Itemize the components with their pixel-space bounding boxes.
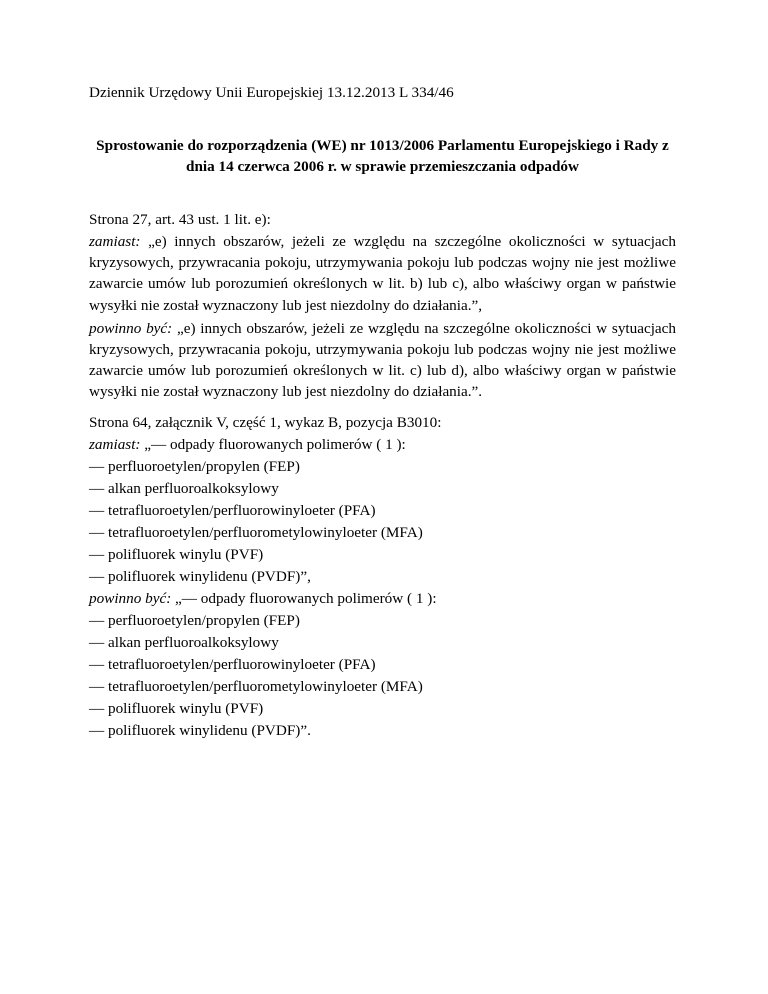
list-item: — polifluorek winylidenu (PVDF)”,	[89, 568, 311, 585]
list-item: — polifluorek winylu (PVF)	[89, 546, 264, 563]
list-item: — polifluorek winylidenu (PVDF)”.	[89, 722, 311, 739]
instead-first-item: „— odpady fluorowanych polimerów ( 1 ):	[140, 436, 406, 453]
section-2-heading: Strona 64, załącznik V, część 1, wykaz B, pozycja B3010:	[89, 414, 442, 431]
should-be-first-item: „— odpady fluorowanych polimerów ( 1 ):	[171, 590, 437, 607]
list-item: — tetrafluoroetylen/perfluorowinyloeter (PFA)	[89, 502, 376, 519]
journal-header: Dziennik Urzędowy Unii Europejskiej 13.12.2013 L 334/46	[89, 84, 454, 101]
list-item: — polifluorek winylu (PVF)	[89, 700, 264, 717]
list-item: — tetrafluoroetylen/perfluorowinyloeter (PFA)	[89, 656, 376, 673]
should-be-text: „e) innych obszarów, jeżeli ze względu na szczególne okoliczności w sytuacjach kryzysowych, przywracania pokoju, utrzymywania pokoju lub podczas wojny nie jest możliwe zawarcie umów lub porozumień określonych w lit. c) lub d), albo właściwy organ w państwie wysyłki nie został wyznaczony lub jest niezdolny do działania.”.	[89, 319, 676, 401]
list-item: — alkan perfluoroalkoksylowy	[89, 634, 279, 651]
list-item: — perfluoroetylen/propylen (FEP)	[89, 612, 300, 629]
list-item: — alkan perfluoroalkoksylowy	[89, 480, 279, 497]
instead-text: „e) innych obszarów, jeżeli ze względu na szczególne okoliczności w sytuacjach kryzysowych, przywracania pokoju, utrzymywania pokoju lub podczas wojny nie jest możliwe zawarcie umów lub porozumień określonych w lit. b) lub c), albo właściwy organ w państwie wysyłki nie został wyznaczony lub jest niezdolny do działania.”,	[89, 233, 676, 314]
should-be-label: powinno być:	[89, 590, 172, 607]
section-1-heading: Strona 27, art. 43 ust. 1 lit. e):	[89, 211, 271, 228]
section-1-instead-paragraph	[89, 231, 676, 316]
list-item: — tetrafluoroetylen/perfluorometylowinyloeter (MFA)	[89, 678, 423, 695]
list-item: — perfluoroetylen/propylen (FEP)	[89, 458, 300, 475]
section-2-instead-line	[89, 434, 676, 456]
document-title: Sprostowanie do rozporządzenia (WE) nr 1013/2006 Parlamentu Europejskiego i Rady z dnia 14 czerwca 2006 r. w sprawie przemieszczania odpadów	[96, 137, 669, 175]
correction-section-1	[89, 209, 676, 403]
instead-label: zamiast:	[89, 233, 141, 250]
list-item: — tetrafluoroetylen/perfluorometylowinyloeter (MFA)	[89, 524, 423, 541]
instead-label: zamiast:	[89, 436, 141, 453]
section-2-should-be-line	[89, 588, 676, 610]
section-1-should-be-paragraph	[89, 318, 676, 403]
should-be-label: powinno być:	[89, 319, 173, 337]
correction-section-2	[89, 412, 676, 742]
